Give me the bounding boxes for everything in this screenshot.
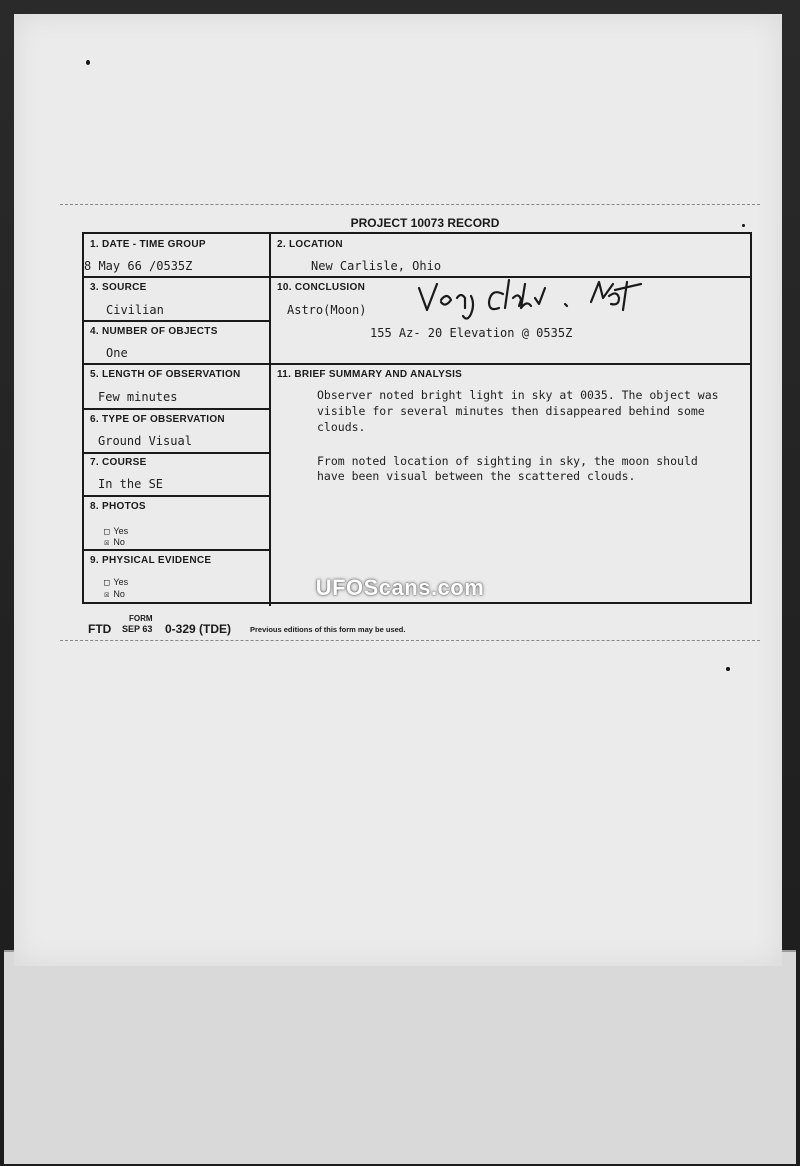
date-time-group-label: 1. DATE - TIME GROUP <box>90 239 206 250</box>
conclusion-label: 10. CONCLUSION <box>277 282 366 293</box>
course-value: In the SE <box>98 477 164 491</box>
physical-evidence-yes-label: Yes <box>113 577 129 587</box>
top-dashed-rule <box>60 204 760 205</box>
form-word: FORM <box>129 614 153 623</box>
length-of-observation-label: 5. LENGTH OF OBSERVATION <box>90 369 241 380</box>
photos-yes-option <box>104 526 128 537</box>
column-divider <box>269 234 271 606</box>
row-divider <box>269 363 752 365</box>
physical-evidence-yes-option <box>104 577 128 588</box>
scan-speck <box>726 667 730 671</box>
type-of-observation-value: Ground Visual <box>98 434 192 448</box>
summary-paragraph: From noted location of sighting in sky, the moon should have been visual between the scattered clouds. <box>317 454 698 483</box>
handwritten-signature <box>415 276 645 324</box>
type-of-observation-label: 6. TYPE OF OBSERVATION <box>90 414 225 425</box>
source-label: 3. SOURCE <box>90 282 147 293</box>
course-label: 7. COURSE <box>90 457 147 468</box>
form-date: SEP 63 <box>122 624 153 634</box>
number-of-objects-label: 4. NUMBER OF OBJECTS <box>90 326 218 337</box>
scan-speck <box>86 60 90 65</box>
physical-evidence-no-label: No <box>113 589 125 599</box>
photos-label: 8. PHOTOS <box>90 501 146 512</box>
bottom-dashed-rule <box>60 640 760 641</box>
physical-evidence-no-option <box>104 589 125 600</box>
row-divider <box>84 452 269 454</box>
location-value: New Carlisle, Ohio <box>311 259 442 273</box>
row-divider <box>84 276 269 278</box>
row-divider <box>84 320 269 322</box>
photos-no-label: No <box>113 537 125 547</box>
form-id-prefix: FTD <box>88 622 112 636</box>
form-number: 0-329 (TDE) <box>165 622 232 636</box>
number-of-objects-value: One <box>106 346 128 360</box>
photos-no-option <box>104 537 125 548</box>
length-of-observation-value: Few minutes <box>98 390 178 404</box>
checkbox-checked-icon: ☒ <box>104 590 110 600</box>
previous-editions-note: Previous editions of this form may be used. <box>250 625 406 634</box>
conclusion-detail: 155 Az- 20 Elevation @ 0535Z <box>370 326 573 340</box>
summary-label: 11. BRIEF SUMMARY AND ANALYSIS <box>277 369 463 380</box>
lower-scan-area <box>4 950 796 1164</box>
row-divider <box>84 408 269 410</box>
checkbox-empty-icon: □ <box>104 527 110 537</box>
checkbox-empty-icon: □ <box>104 578 110 588</box>
row-divider <box>84 363 269 365</box>
scan-speck <box>742 224 745 227</box>
photos-yes-label: Yes <box>113 526 129 536</box>
row-divider <box>84 549 269 551</box>
checkbox-checked-icon: ☒ <box>104 538 110 548</box>
date-time-group-value: 8 May 66 /0535Z <box>84 259 193 273</box>
location-label: 2. LOCATION <box>277 239 343 250</box>
watermark: UFOScans.com <box>315 575 485 600</box>
row-divider <box>84 495 269 497</box>
conclusion-value: Astro(Moon) <box>287 303 367 317</box>
form-title: PROJECT 10073 RECORD <box>350 216 500 230</box>
source-value: Civilian <box>106 303 164 317</box>
physical-evidence-label: 9. PHYSICAL EVIDENCE <box>90 555 212 566</box>
summary-paragraph: Observer noted bright light in sky at 0035. The object was visible for several minutes then disappeared behind some clouds. <box>317 388 719 434</box>
